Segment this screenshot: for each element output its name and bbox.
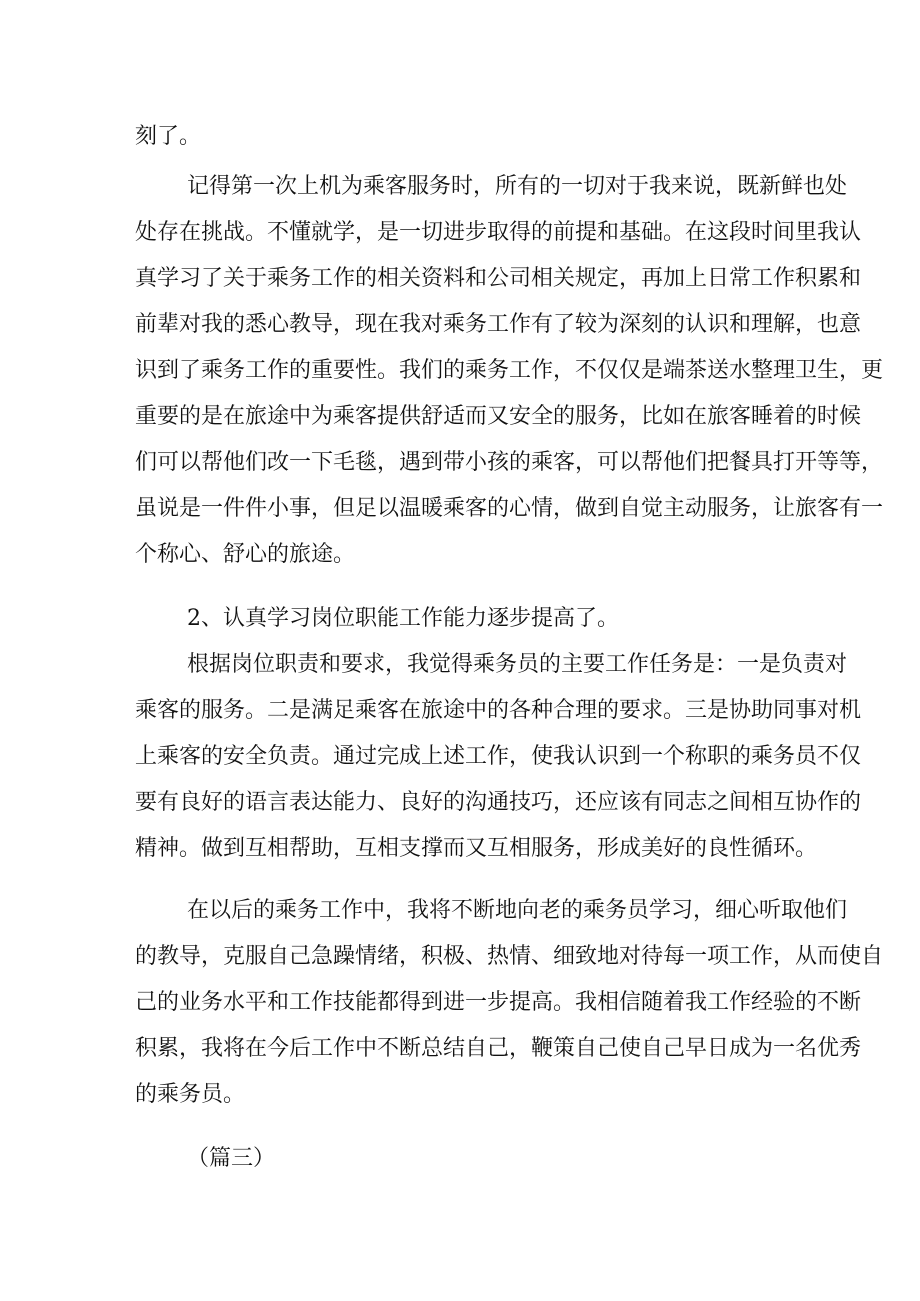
- text-line: 己的业务水平和工作技能都得到进一步提高。我相信随着我工作经验的不断: [135, 990, 862, 1015]
- text-line: 在以后的乘务工作中，我将不断地向老的乘务员学习，细心听取他们: [187, 898, 848, 923]
- text-line: 们可以帮他们改一下毛毯，遇到带小孩的乘客，可以帮他们把餐具打开等等，: [135, 450, 884, 475]
- text-line: 前辈对我的悉心教导，现在我对乘务工作有了较为深刻的认识和理解，也意: [135, 312, 862, 337]
- text-line: 刻了。: [135, 124, 202, 149]
- text-line: 根据岗位职责和要求，我觉得乘务员的主要工作任务是：一是负责对: [187, 652, 848, 677]
- text-line: 虽说是一件件小事，但足以温暖乘客的心情，做到自觉主动服务，让旅客有一: [135, 496, 884, 521]
- section-heading: 2、认真学习岗位职能工作能力逐步提高了。: [187, 606, 619, 631]
- text-line: 乘客的服务。二是满足乘客在旅途中的各种合理的要求。三是协助同事对机: [135, 698, 862, 723]
- text-line: 上乘客的安全负责。通过完成上述工作，使我认识到一个称职的乘务员不仅: [135, 744, 862, 769]
- text-line: 识到了乘务工作的重要性。我们的乘务工作，不仅仅是端茶送水整理卫生，更: [135, 358, 884, 383]
- text-line: 积累，我将在今后工作中不断总结自己，鞭策自己使自己早日成为一名优秀: [135, 1036, 862, 1061]
- text-line: 的乘务员。: [135, 1082, 246, 1107]
- text-line: 要有良好的语言表达能力、良好的沟通技巧，还应该有同志之间相互协作的: [135, 790, 862, 815]
- text-line: 重要的是在旅途中为乘客提供舒适而又安全的服务，比如在旅客睡着的时候: [135, 404, 862, 429]
- text-line: 的教导，克服自己急躁情绪，积极、热情、细致地对待每一项工作，从而使自: [135, 944, 884, 969]
- text-line: 处存在挑战。不懂就学，是一切进步取得的前提和基础。在这段时间里我认: [135, 220, 862, 245]
- text-line: 记得第一次上机为乘客服务时，所有的一切对于我来说，既新鲜也处: [187, 174, 848, 199]
- text-line: 真学习了关于乘务工作的相关资料和公司相关规定，再加上日常工作积累和: [135, 266, 862, 291]
- text-line: 个称心、舒心的旅途。: [135, 542, 356, 567]
- chapter-label: （篇三）: [187, 1146, 276, 1171]
- text-line: 精神。做到互相帮助，互相支撑而又互相服务，形成美好的良性循环。: [135, 836, 818, 861]
